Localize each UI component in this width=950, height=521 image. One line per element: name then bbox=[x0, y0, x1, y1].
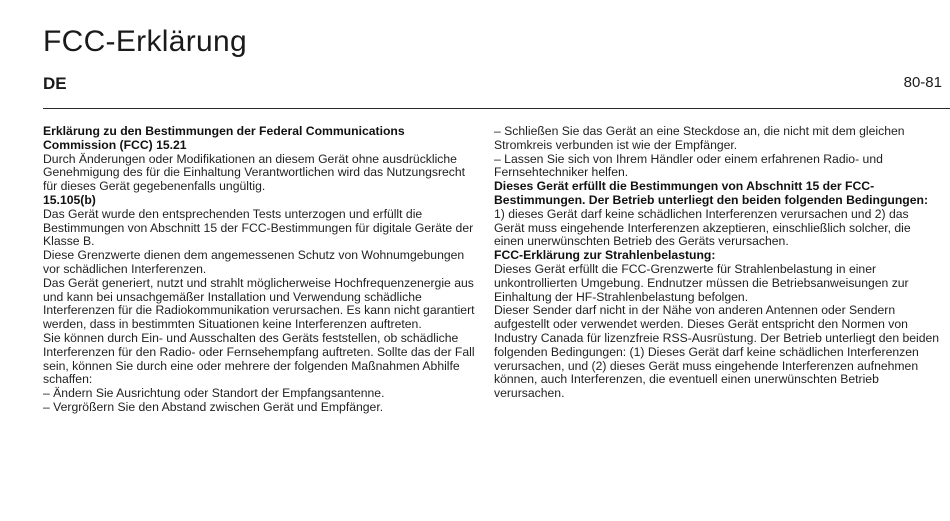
paragraph-rf-energy: Das Gerät generiert, nutzt und strahlt möglicherweise Hochfrequenzenergie aus und kann bei unsachgemäßer Installation und Verwendung schädliche Interferenzen für die Radiokommunikation verursachen. Es kann nicht garantiert werden, dass in bestimmten Situationen keine Interferenzen auftreten. bbox=[43, 275, 475, 332]
paragraph-exposure-limits: Dieses Gerät erfüllt die FCC-Grenzwerte für Strahlenbelastung in einer unkontrollierten Umgebung. Endnutzer müssen die Betriebsanweisungen zur Einhaltung der HF-Strahlenbelastung befolgen. bbox=[494, 261, 909, 304]
language-code: DE bbox=[43, 74, 67, 93]
list-item-increase-distance: – Vergrößern Sie den Abstand zwischen Gerät und Empfänger. bbox=[43, 399, 384, 414]
list-item-consult-dealer: – Lassen Sie sich von Ihrem Händler oder einem erfahrenen Radio- und Fernsehtechniker helfen. bbox=[494, 151, 883, 180]
list-item-different-outlet: – Schließen Sie das Gerät an eine Steckdose an, die nicht mit dem gleichen Stromkreis verbunden ist wie der Empfänger. bbox=[494, 124, 905, 152]
heading-fcc-15-21: Erklärung zu den Bestimmungen der Federal Communications Commission (FCC) 15.21 bbox=[43, 124, 405, 152]
paragraph-class-b-tests: Das Gerät wurde den entsprechenden Tests unterzogen und erfüllt die Bestimmungen von Abschnitt 15 der FCC-Bestimmungen für digitale Geräte der Klasse B. bbox=[43, 206, 474, 249]
list-item-reorient-antenna: – Ändern Sie Ausrichtung oder Standort der Empfangsantenne. bbox=[43, 386, 385, 401]
paragraph-limits: Diese Grenzwerte dienen dem angemessenen Schutz von Wohnumgebungen vor schädlichen Interferenzen. bbox=[43, 248, 465, 276]
paragraph-conditions: 1) dieses Gerät darf keine schädlichen Interferenzen verursachen und 2) das Gerät muss eingehende Interferenzen akzeptieren, einschließlich solcher, die einen unerwünschten Betrieb des Geräts verursachen. bbox=[494, 206, 911, 249]
header-divider bbox=[43, 108, 950, 109]
paragraph-transmitter-colocation: Dieser Sender darf nicht in der Nähe von anderen Antennen oder Sendern aufgestellt oder verwendet werden. Dieses Gerät entspricht den Normen von Industry Canada für lizenzfreie RSS-Ausrüstung. Der Betrieb unterliegt den beiden folgenden Bedingungen: (1) Dieses Gerät darf keine schädlichen Interferenzen verursachen, und (2) dieses Gerät muss eingehende Interferenzen aufnehmen können, auch Interferenzen, die eventuell einen unerwünschten Betrieb verursachen. bbox=[494, 303, 940, 401]
heading-part-15-conditions: Dieses Gerät erfüllt die Bestimmungen von Abschnitt 15 der FCC-Bestimmungen. Der Betrieb unterliegt den beiden folgenden Bedingungen: bbox=[494, 179, 929, 207]
left-column bbox=[43, 125, 479, 415]
heading-15-105b: 15.105(b) bbox=[43, 192, 96, 207]
page-numbers: 80-81 bbox=[903, 74, 942, 91]
paragraph-measures-intro: Sie können durch Ein- und Ausschalten des Geräts feststellen, ob schädliche Interferenzen für den Radio- oder Fernsehempfang auftreten. Sollte das der Fall sein, können Sie durch eine oder mehrere der folgenden Maßnahmen Abhilfe schaffen: bbox=[43, 330, 475, 387]
right-column bbox=[494, 125, 940, 401]
page-title: FCC-Erklärung bbox=[43, 25, 247, 58]
paragraph-modifications: Durch Änderungen oder Modifikationen an diesem Gerät ohne ausdrückliche Genehmigung des für die Einhaltung Verantwortlichen wird das Nutzungsrecht für dieses Gerät gegebenenfalls ungültig. bbox=[43, 151, 466, 194]
heading-radiation-exposure: FCC-Erklärung zur Strahlenbelastung: bbox=[494, 248, 716, 263]
